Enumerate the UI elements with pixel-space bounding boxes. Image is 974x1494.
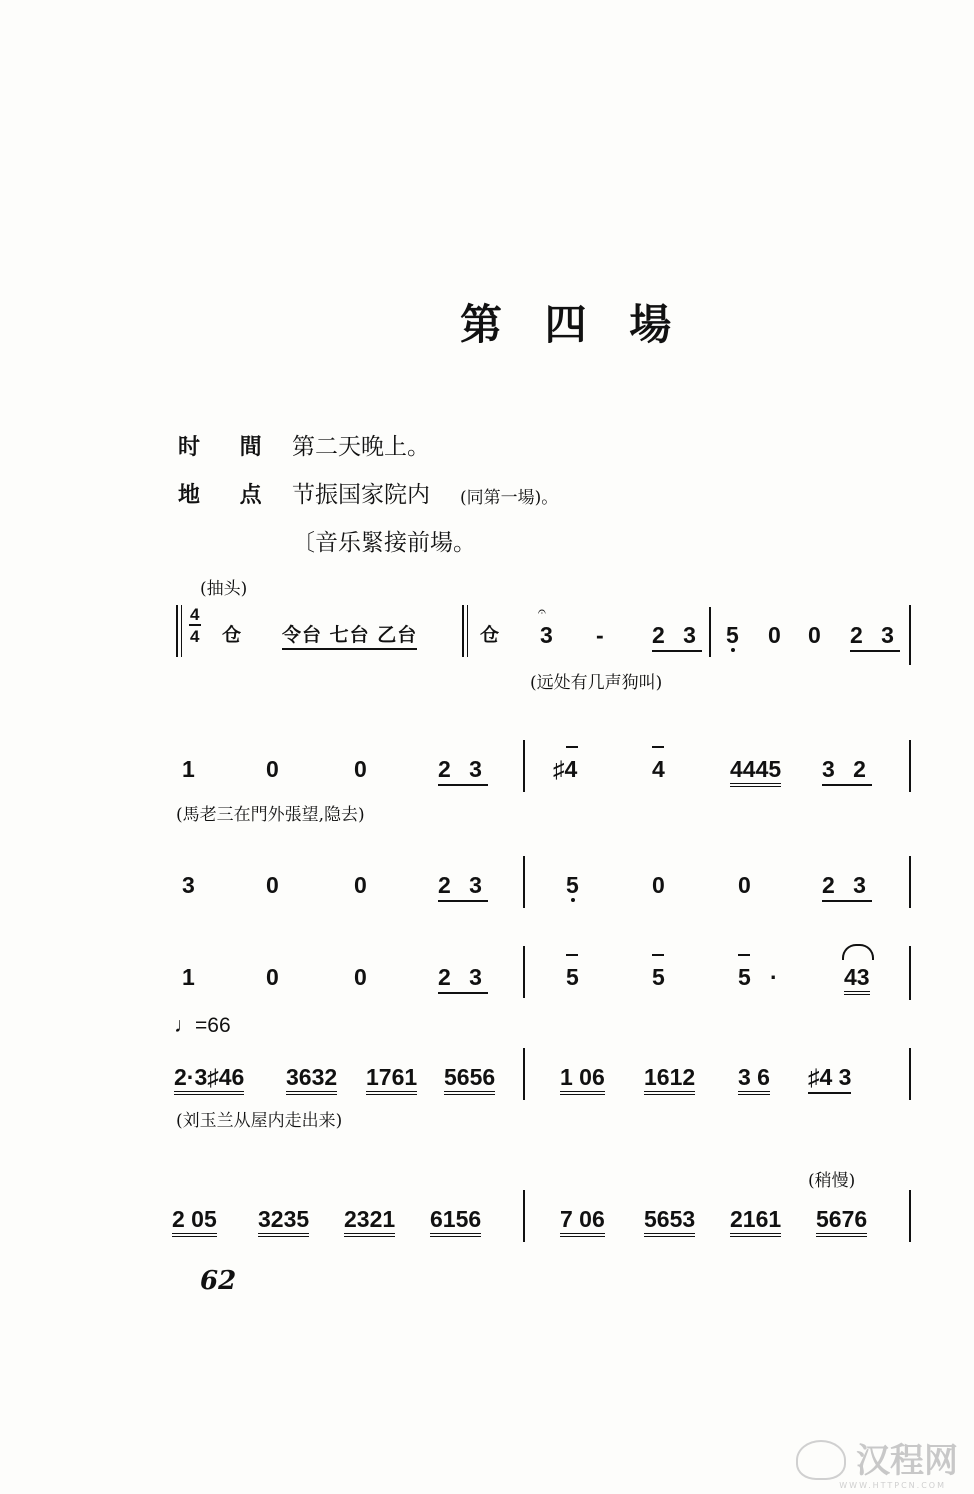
tempo-note: (稍慢) bbox=[808, 1171, 856, 1191]
barline bbox=[523, 740, 525, 792]
barline bbox=[523, 946, 525, 998]
barline bbox=[909, 856, 911, 908]
note: 2 3 bbox=[652, 622, 702, 652]
barline bbox=[467, 605, 468, 657]
note: 2 3 bbox=[438, 872, 488, 902]
note: 0 bbox=[266, 756, 279, 782]
stage-direction: 〔音乐緊接前場。 bbox=[292, 530, 476, 556]
note: 5 bbox=[566, 872, 579, 898]
place-value: 节振国家院内 bbox=[292, 482, 430, 508]
note: 0 bbox=[808, 622, 821, 648]
page-number: 62 bbox=[200, 1266, 237, 1296]
note: 6156 bbox=[430, 1206, 481, 1237]
note: 4 bbox=[652, 756, 665, 782]
note: 5656 bbox=[444, 1064, 495, 1095]
page-title: 第 四 場 bbox=[460, 300, 686, 349]
gong-beat: 仓 bbox=[480, 624, 500, 646]
octave-dot bbox=[731, 648, 735, 652]
note: ♯4 bbox=[553, 756, 578, 782]
barline bbox=[909, 605, 911, 665]
intro-label: (抽头) bbox=[200, 579, 248, 599]
stage-note: (馬老三在門外張望,隐去) bbox=[176, 805, 365, 825]
note: 0 bbox=[652, 872, 665, 898]
barline bbox=[709, 607, 711, 657]
note: 2·3♯46 bbox=[174, 1064, 244, 1095]
watermark: 汉程网 bbox=[856, 1441, 958, 1481]
octave-dot bbox=[571, 898, 575, 902]
note: 2161 bbox=[730, 1206, 781, 1237]
note: 5653 bbox=[644, 1206, 695, 1237]
fermata-icon: 𝄐 bbox=[538, 604, 546, 620]
note: 0 bbox=[768, 622, 781, 648]
note: 3 bbox=[182, 872, 195, 898]
note: 2 05 bbox=[172, 1206, 217, 1237]
note: 7 06 bbox=[560, 1206, 605, 1237]
note: 1 bbox=[182, 756, 195, 782]
barline bbox=[523, 1048, 525, 1100]
note: ♯4 3 bbox=[808, 1064, 851, 1094]
note: 0 bbox=[354, 964, 367, 990]
note: 3632 bbox=[286, 1064, 337, 1095]
barline bbox=[909, 1190, 911, 1242]
note: 2 3 bbox=[850, 622, 900, 652]
barline bbox=[909, 740, 911, 792]
gong-pattern: 令台 七台 乙台 bbox=[282, 620, 417, 650]
note: 3 bbox=[540, 622, 553, 648]
note: 3 2 bbox=[822, 756, 872, 786]
time-signature-line bbox=[189, 624, 201, 626]
watermark-logo-icon bbox=[796, 1440, 846, 1480]
note: 4445 bbox=[730, 756, 781, 787]
note: - bbox=[596, 622, 604, 648]
watermark-url: WWW.HTTPCN.COM bbox=[839, 1481, 946, 1490]
note: 5676 bbox=[816, 1206, 867, 1237]
note: 5 bbox=[738, 964, 751, 990]
time-signature-top: 4 bbox=[190, 605, 200, 624]
accent-mark bbox=[652, 954, 664, 956]
accent-mark bbox=[566, 746, 578, 748]
note: 3 6 bbox=[738, 1064, 770, 1095]
note: 43 bbox=[844, 964, 870, 995]
time-label: 时 間 bbox=[178, 435, 278, 460]
accent-mark bbox=[566, 954, 578, 956]
note: 5 bbox=[566, 964, 579, 990]
note: 1612 bbox=[644, 1064, 695, 1095]
stage-note: (远处有几声狗叫) bbox=[530, 673, 663, 693]
slur-icon bbox=[842, 944, 874, 960]
note: 5 bbox=[726, 622, 739, 648]
barline bbox=[462, 605, 464, 657]
note: 0 bbox=[266, 964, 279, 990]
note: 0 bbox=[354, 756, 367, 782]
time-signature-bottom: 4 bbox=[190, 627, 200, 646]
note: 5 bbox=[652, 964, 665, 990]
accent-mark bbox=[652, 746, 664, 748]
time-value: 第二天晚上。 bbox=[292, 434, 430, 460]
note: 2321 bbox=[344, 1206, 395, 1237]
barline bbox=[523, 856, 525, 908]
barline bbox=[181, 605, 182, 657]
note: 2 3 bbox=[438, 756, 488, 786]
note: 0 bbox=[738, 872, 751, 898]
note: 1 06 bbox=[560, 1064, 605, 1095]
barline bbox=[523, 1190, 525, 1242]
note: 1761 bbox=[366, 1064, 417, 1095]
accent-mark bbox=[738, 954, 750, 956]
barline bbox=[909, 1048, 911, 1100]
gong-beat: 仓 bbox=[222, 624, 242, 646]
tempo-mark: ♩=66 bbox=[174, 1014, 231, 1037]
note: 1 bbox=[182, 964, 195, 990]
place-note: (同第一場)。 bbox=[460, 488, 559, 508]
note: 0 bbox=[354, 872, 367, 898]
dot-mark: · bbox=[770, 964, 778, 990]
stage-note: (刘玉兰从屋内走出来) bbox=[176, 1111, 343, 1131]
note: 2 3 bbox=[822, 872, 872, 902]
barline bbox=[176, 605, 178, 657]
place-label: 地 点 bbox=[178, 483, 278, 508]
note: 3235 bbox=[258, 1206, 309, 1237]
note: 2 3 bbox=[438, 964, 488, 994]
barline bbox=[909, 946, 911, 1000]
note: 0 bbox=[266, 872, 279, 898]
